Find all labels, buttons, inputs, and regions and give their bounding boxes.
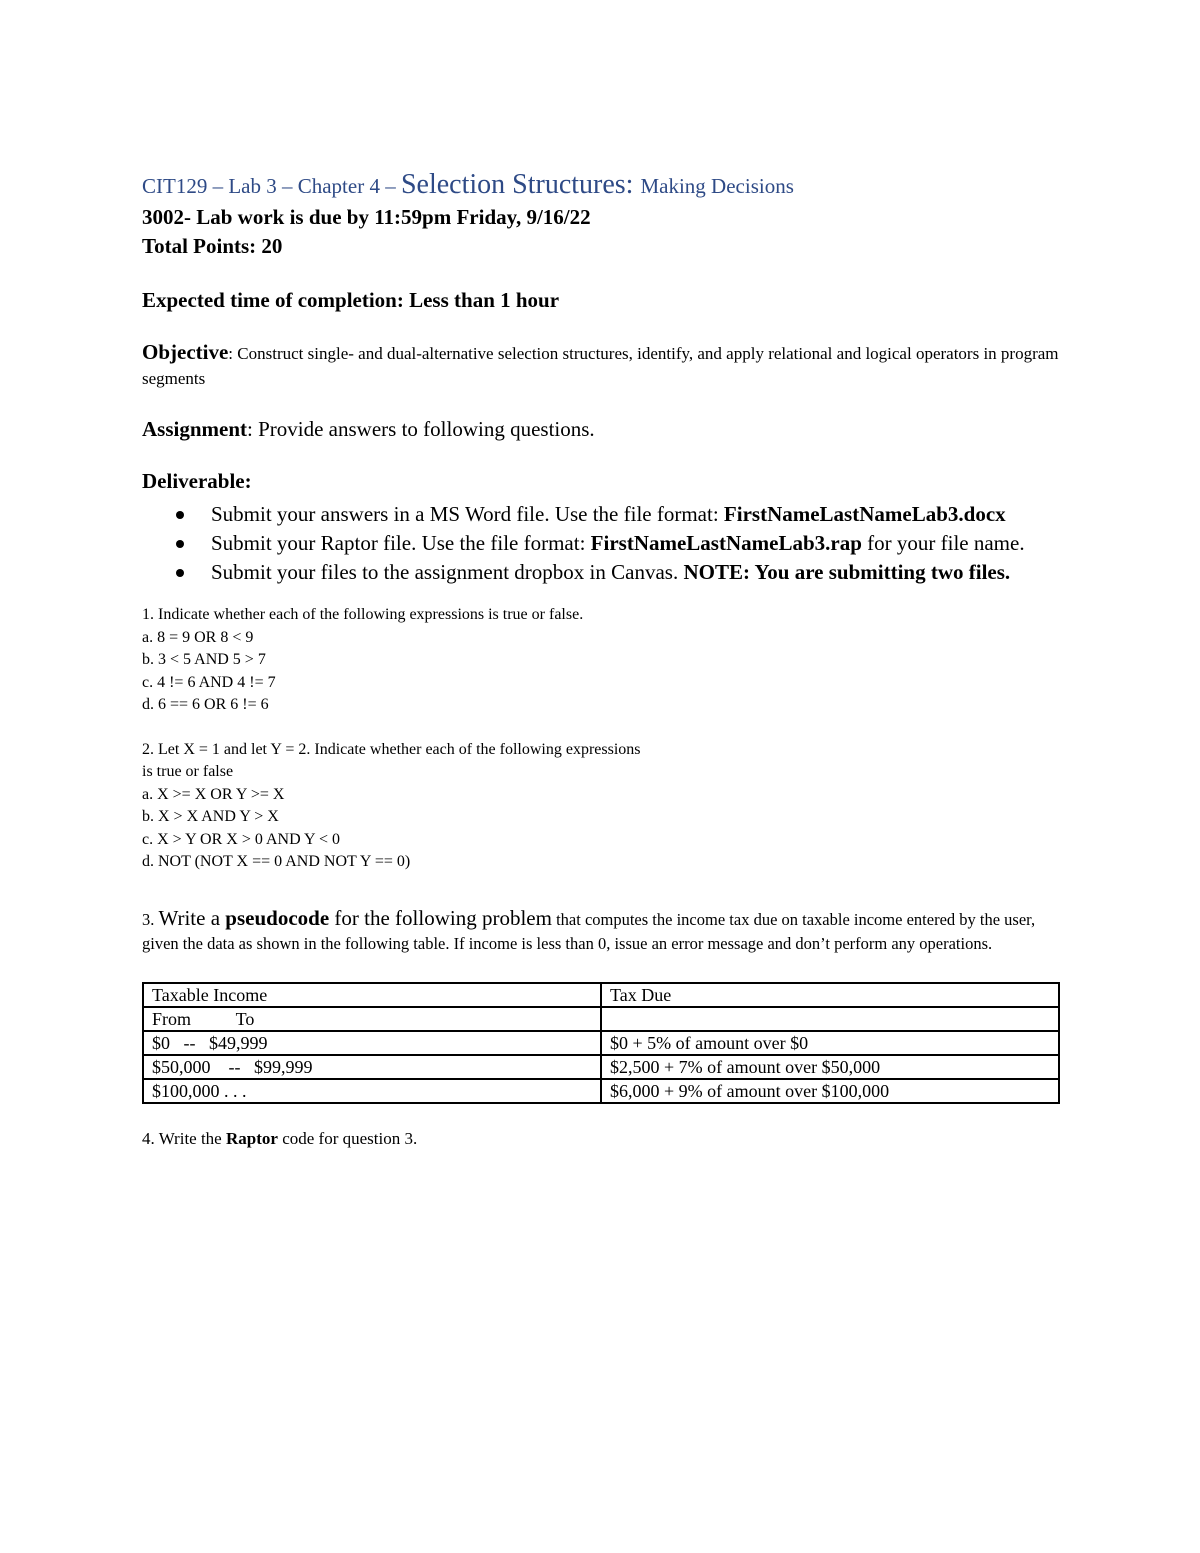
- list-item-text: Submit your Raptor file. Use the file format:: [211, 531, 591, 555]
- title-course-part: CIT129 – Lab 3 – Chapter 4 –: [142, 174, 401, 198]
- table-cell: $6,000 + 9% of amount over $100,000: [601, 1079, 1059, 1103]
- table-cell: $100,000 . . .: [143, 1079, 601, 1103]
- list-item: [142, 530, 1062, 557]
- bullet-icon: [176, 511, 184, 519]
- bullet-icon: [176, 569, 184, 577]
- list-item-bold: FirstNameLastNameLab3.docx: [723, 502, 1006, 526]
- question-3-text: for the following: [329, 905, 482, 930]
- question-1-prompt: 1. Indicate whether each of the following expressions is true or false.: [142, 606, 584, 623]
- table-row: [143, 1079, 1059, 1103]
- list-item-text: Submit your files to the assignment dropbox in Canvas.: [211, 560, 684, 584]
- table-row: [143, 1055, 1059, 1079]
- question-2-prompt-cont: is true or false: [142, 763, 234, 780]
- assignment-label: Assignment: [142, 417, 248, 441]
- table-cell: $50,000 -- $99,999: [143, 1055, 601, 1079]
- question-3-bold: pseudocode: [225, 905, 330, 930]
- question-3-text: problem: [481, 905, 552, 930]
- objective-text: : Construct single- and dual-alternative selection structures, identify, and apply relational and logical operators in program segments: [142, 344, 1059, 388]
- question-2: [142, 739, 1062, 874]
- table-cell: $2,500 + 7% of amount over $50,000: [601, 1055, 1059, 1079]
- table-cell: $0 + 5% of amount over $0: [601, 1031, 1059, 1055]
- objective-label: Objective: [142, 340, 229, 364]
- table-row: [143, 983, 1059, 1007]
- objective-paragraph: [142, 340, 1062, 391]
- list-item: [142, 559, 1062, 586]
- question-2-item-d: d. NOT (NOT X == 0 AND NOT Y == 0): [142, 853, 411, 870]
- total-points-line: Total Points: 20: [142, 234, 283, 258]
- question-1-item-a: a. 8 = 9 OR 8 < 9: [142, 628, 254, 646]
- tax-table: [142, 982, 1060, 1104]
- table-header-cell: Taxable Income: [143, 983, 601, 1007]
- bullet-icon: [176, 540, 184, 548]
- deliverable-heading: [142, 467, 1062, 495]
- table-row: [143, 1007, 1059, 1031]
- question-1-item-b: b. 3 < 5 AND 5 > 7: [142, 651, 266, 668]
- table-subheader-cell: [601, 1007, 1059, 1031]
- question-4-text: 4. Write the: [142, 1128, 226, 1148]
- question-2-prompt: 2. Let X = 1 and let Y = 2. Indicate whether each of the following expressions: [142, 740, 641, 758]
- question-2-item-b: b. X > X AND Y > X: [142, 808, 279, 825]
- deliverable-list: [142, 501, 1062, 586]
- due-date-line: 3002- Lab work is due by 11:59pm Friday, 9/16/22: [142, 205, 591, 229]
- table-subheader-cell: From To: [143, 1007, 601, 1031]
- deliverable-label: Deliverable:: [142, 469, 252, 493]
- title-subtopic-part: Making Decisions: [640, 174, 794, 198]
- question-1: [142, 604, 1062, 717]
- list-item-bold: FirstNameLastNameLab3.rap: [590, 531, 862, 555]
- question-2-item-c: c. X > Y OR X > 0 AND Y < 0: [142, 830, 341, 848]
- document-page: [142, 168, 1062, 1150]
- assignment-paragraph: [142, 415, 1062, 443]
- assignment-text: : Provide answers to following questions.: [247, 417, 595, 441]
- question-4-text: code for question 3.: [277, 1128, 418, 1148]
- question-4: [142, 1128, 1062, 1151]
- question-4-bold: Raptor: [225, 1128, 278, 1148]
- table-cell: $0 -- $49,999: [143, 1031, 601, 1055]
- list-item-text: Submit your answers in a MS Word file. Use the file format:: [211, 502, 724, 526]
- question-1-item-d: d. 6 == 6 OR 6 != 6: [142, 696, 269, 713]
- expected-time-line: Expected time of completion: Less than 1 hour: [142, 288, 560, 312]
- document-title: [142, 168, 1062, 203]
- question-3: [142, 906, 1062, 956]
- list-item-text: for your file name.: [861, 531, 1025, 555]
- question-1-item-c: c. 4 != 6 AND 4 != 7: [142, 673, 276, 691]
- question-3-number: 3.: [142, 909, 159, 929]
- list-item-bold: NOTE: You are submitting two files.: [683, 560, 1011, 584]
- table-row: [143, 1031, 1059, 1055]
- list-item: [142, 501, 1062, 528]
- table-header-cell: Tax Due: [601, 983, 1059, 1007]
- title-topic-part: Selection Structures:: [400, 169, 641, 200]
- question-3-text: Write a: [158, 905, 226, 930]
- question-2-item-a: a. X >= X OR Y >= X: [142, 785, 285, 803]
- question-3-text: that computes the income tax due on taxable income entered by the user, given the data as shown in the following table. If income is less than 0, issue an error message and don’t perform any operations.: [142, 909, 1036, 953]
